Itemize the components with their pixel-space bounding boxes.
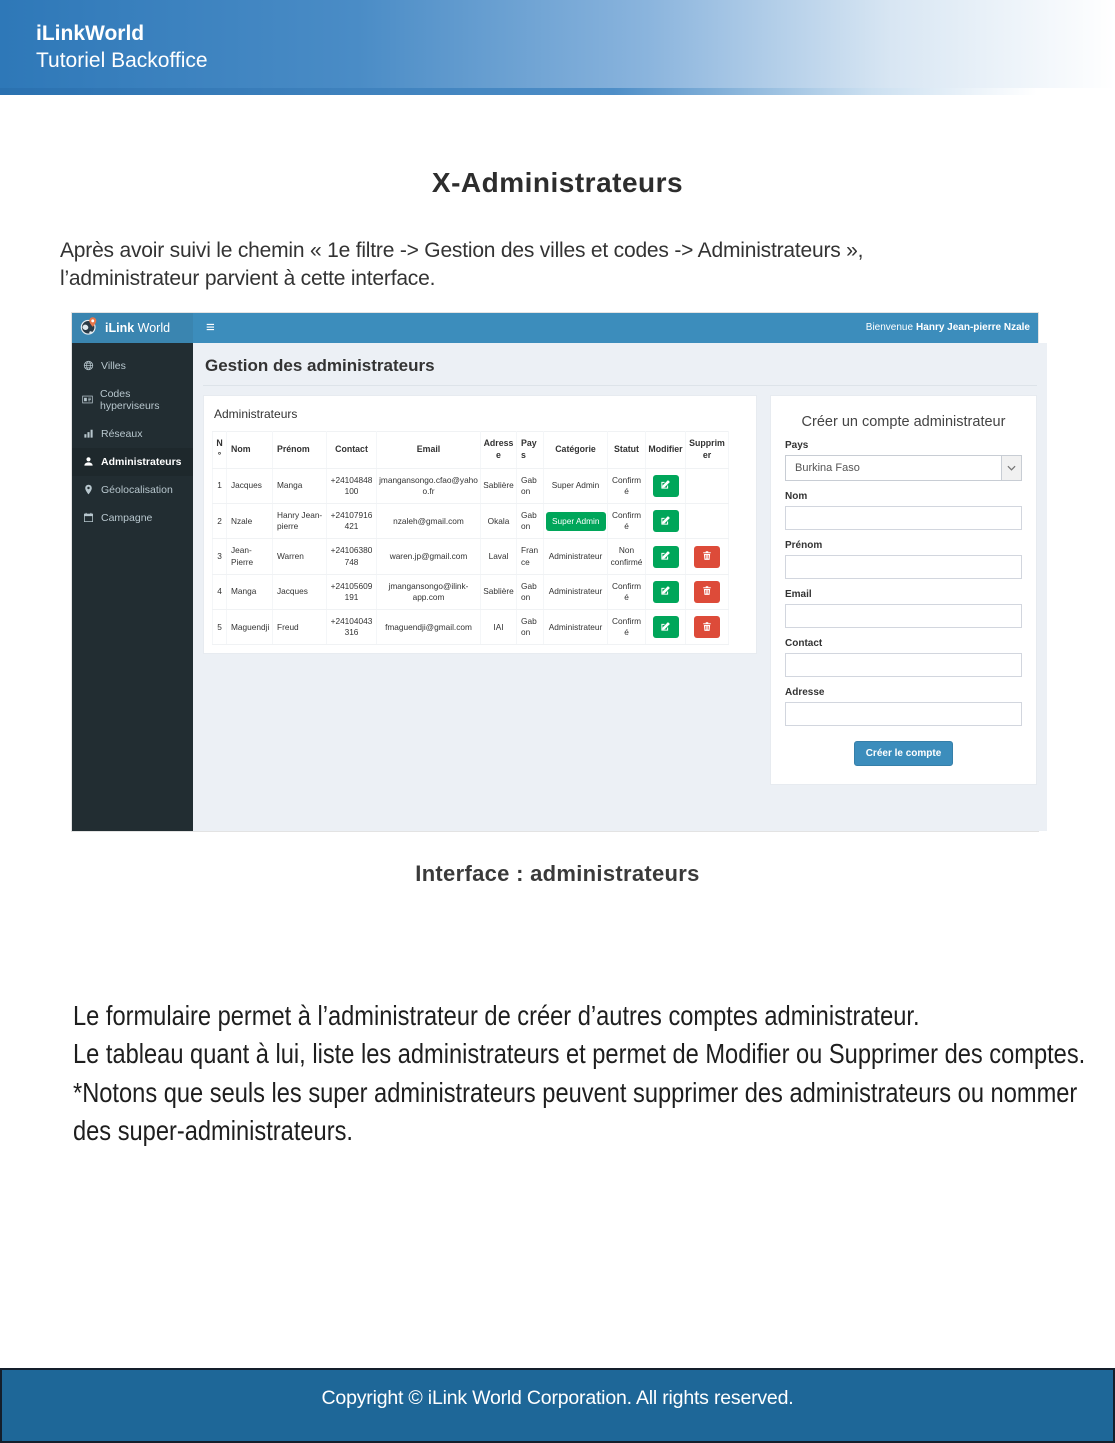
cell-nom: Manga: [227, 574, 273, 609]
cell-pays: France: [517, 539, 544, 574]
user-icon: [82, 456, 94, 467]
email-label: Email: [785, 588, 812, 600]
cell-adresse: Laval: [481, 539, 517, 574]
sidebar-item-villes[interactable]: [72, 352, 193, 380]
column-header: Contact: [327, 431, 377, 468]
delete-button[interactable]: [694, 616, 720, 638]
cell-prenom: Warren: [273, 539, 327, 574]
cell-num: 4: [213, 574, 227, 609]
cell-nom: Maguendji: [227, 610, 273, 645]
cell-statut: Confirmé: [608, 610, 646, 645]
intro-paragraph: [60, 237, 1115, 293]
form-title: Créer un compte administrateur: [801, 413, 1006, 430]
cell-statut: Confirmé: [608, 574, 646, 609]
cell-adresse: Sablière: [481, 574, 517, 609]
admins-table-panel: [203, 395, 757, 655]
chevron-down-icon: [1001, 456, 1021, 480]
selected-value: Burkina Faso: [795, 461, 860, 474]
email-field[interactable]: [785, 604, 1022, 628]
intro-line-2: l’administrateur parvient à cette interface.: [60, 266, 436, 290]
copyright-text: Copyright © iLink World Corporation. All rights reserved.: [321, 1387, 794, 1409]
body-paragraph: [73, 997, 1115, 1151]
cell-categorie: Administrateur: [544, 574, 608, 609]
sidebar-item-r-seaux[interactable]: [72, 420, 193, 448]
cell-supprimer: [686, 610, 729, 645]
pays-select[interactable]: [785, 455, 1022, 481]
table-row: [213, 610, 729, 645]
cell-supprimer: [686, 539, 729, 574]
nom-field[interactable]: [785, 506, 1022, 530]
sidebar-item-label: Réseaux: [101, 427, 143, 440]
cell-nom: Jean-Pierre: [227, 539, 273, 574]
trash-icon: [702, 549, 712, 564]
app-content: [193, 343, 1047, 831]
edit-button[interactable]: [653, 546, 679, 568]
cell-num: 5: [213, 610, 227, 645]
table-row: [213, 468, 729, 503]
doc-title: X-Administrateurs: [431, 167, 684, 198]
cell-email: nzaleh@gmail.com: [377, 503, 481, 538]
cell-pays: Gabon: [517, 468, 544, 503]
cell-prenom: Hanry Jean-pierre: [273, 503, 327, 538]
doc-header-banner: [0, 0, 1115, 88]
sidebar-item-label: Codes hyperviseurs: [100, 387, 160, 412]
cell-contact: +24104848100: [327, 468, 377, 503]
welcome-user-name: Hanry Jean-pierre Nzale: [916, 322, 1030, 334]
edit-icon: [660, 549, 671, 564]
sidebar-item-label: Administrateurs: [101, 455, 182, 468]
delete-button[interactable]: [694, 581, 720, 603]
column-header: Email: [377, 431, 481, 468]
brand-line-1: iLinkWorld: [36, 22, 145, 45]
cell-modifier: [646, 610, 686, 645]
cell-num: 2: [213, 503, 227, 538]
trash-icon: [702, 584, 712, 599]
app-sidebar: [72, 343, 193, 831]
edit-icon: [660, 620, 671, 635]
pays-label: Pays: [785, 439, 809, 451]
brand-line-2: Tutoriel Backoffice: [36, 49, 208, 72]
adresse-field[interactable]: [785, 702, 1022, 726]
body-line-3: *Notons que seuls les super administrateurs peuvent supprimer des administrateurs ou nommer: [73, 1076, 1078, 1108]
adresse-label: Adresse: [785, 686, 825, 698]
table-row: [213, 539, 729, 574]
column-header: Supprimer: [686, 431, 729, 468]
app-navbar: [72, 313, 1038, 343]
super-admin-badge-button[interactable]: Super Admin: [546, 512, 606, 531]
cell-categorie: Administrateur: [544, 539, 608, 574]
cell-nom: Nzale: [227, 503, 273, 538]
welcome-prefix: Bienvenue: [865, 322, 914, 334]
cell-statut: Non confirmé: [608, 539, 646, 574]
contact-field[interactable]: [785, 653, 1022, 677]
cell-nom: Jacques: [227, 468, 273, 503]
cell-supprimer: [686, 503, 729, 538]
edit-button[interactable]: [653, 475, 679, 497]
edit-button[interactable]: [653, 581, 679, 603]
cell-num: 1: [213, 468, 227, 503]
chart-icon: [82, 428, 94, 439]
column-header: Adresse: [481, 431, 517, 468]
cell-prenom: Freud: [273, 610, 327, 645]
sidebar-item-g-olocalisation[interactable]: [72, 476, 193, 504]
sidebar-item-codes-hyperviseurs[interactable]: [72, 380, 193, 420]
sidebar-item-label: Géolocalisation: [101, 483, 173, 496]
edit-icon: [660, 478, 671, 493]
sidebar-item-campagne[interactable]: [72, 504, 193, 532]
sidebar-item-label: Villes: [101, 359, 126, 372]
cell-modifier: [646, 539, 686, 574]
form-fields: [785, 440, 1022, 726]
cell-prenom: Jacques: [273, 574, 327, 609]
column-header: Pays: [517, 431, 544, 468]
cell-pays: Gabon: [517, 503, 544, 538]
column-header: Modifier: [646, 431, 686, 468]
sidebar-item-administrateurs[interactable]: [72, 448, 193, 476]
prenom-label: Prénom: [785, 539, 823, 551]
logo-text-bold: iLink: [105, 320, 135, 335]
cell-pays: Gabon: [517, 574, 544, 609]
cell-statut: Confirmé: [608, 503, 646, 538]
app-body: [72, 343, 1038, 831]
cell-statut: Confirmé: [608, 468, 646, 503]
cell-contact: +24105609191: [327, 574, 377, 609]
cell-contact: +24106380748: [327, 539, 377, 574]
create-admin-form: [770, 395, 1037, 785]
cell-pays: Gabon: [517, 610, 544, 645]
cell-modifier: [646, 503, 686, 538]
doc-footer: [0, 1368, 1115, 1443]
delete-button[interactable]: [694, 546, 720, 568]
cell-num: 3: [213, 539, 227, 574]
contact-label: Contact: [785, 637, 823, 649]
card-icon: [82, 394, 93, 405]
column-header: Prénom: [273, 431, 327, 468]
cell-email: fmaguendji@gmail.com: [377, 610, 481, 645]
prenom-field[interactable]: [785, 555, 1022, 579]
app-screenshot: [72, 313, 1038, 831]
admin-table: [212, 431, 729, 646]
column-header: Catégorie: [544, 431, 608, 468]
column-header: Nom: [227, 431, 273, 468]
calendar-icon: [82, 512, 94, 523]
cell-modifier: [646, 468, 686, 503]
table-row: [213, 574, 729, 609]
edit-button[interactable]: [653, 616, 679, 638]
cell-contact: +24107916421: [327, 503, 377, 538]
cell-categorie: Super Admin: [544, 468, 608, 503]
content-page-title: Gestion des administrateurs: [203, 351, 1037, 386]
cell-email: waren.jp@gmail.com: [377, 539, 481, 574]
cell-adresse: Sablière: [481, 468, 517, 503]
trash-icon: [702, 620, 712, 635]
column-header: Statut: [608, 431, 646, 468]
cell-categorie: Administrateur: [544, 610, 608, 645]
app-logo[interactable]: [72, 313, 193, 343]
table-row: [213, 503, 729, 538]
body-line-4: des super-administrateurs.: [73, 1115, 353, 1147]
marker-icon: [82, 484, 94, 495]
hamburger-icon[interactable]: ≡: [206, 319, 215, 337]
body-line-2: Le tableau quant à lui, liste les administrateurs et permet de Modifier ou Supprimer des comptes.: [73, 1038, 1086, 1070]
create-account-button[interactable]: Créer le compte: [854, 741, 954, 766]
cell-adresse: IAI: [481, 610, 517, 645]
nom-label: Nom: [785, 490, 808, 502]
cell-email: jmangansongo.cfao@yahoo.fr: [377, 468, 481, 503]
globe-icon: [82, 360, 94, 371]
sidebar-item-label: Campagne: [101, 511, 153, 524]
header-accent-strip: [0, 88, 1115, 95]
cell-modifier: [646, 574, 686, 609]
admins-panel-title: Administrateurs: [214, 406, 298, 421]
cell-adresse: Okala: [481, 503, 517, 538]
cell-contact: +24104043316: [327, 610, 377, 645]
welcome-text: [866, 313, 1038, 343]
edit-icon: [660, 584, 671, 599]
column-header: N°: [213, 431, 227, 468]
body-line-1: Le formulaire permet à l’administrateur de créer d’autres comptes administrateur.: [73, 999, 920, 1031]
globe-pin-logo-icon: [79, 316, 99, 339]
cell-categorie: [544, 503, 608, 538]
cell-prenom: Manga: [273, 468, 327, 503]
cell-supprimer: [686, 574, 729, 609]
cell-email: jmangansongo@ilink-app.com: [377, 574, 481, 609]
logo-text-light: World: [137, 320, 171, 335]
edit-button[interactable]: [653, 510, 679, 532]
cell-supprimer: [686, 468, 729, 503]
edit-icon: [660, 514, 671, 529]
screenshot-caption: Interface : administrateurs: [415, 860, 700, 886]
intro-line-1: Après avoir suivi le chemin « 1e filtre -> Gestion des villes et codes -> Administrateurs »,: [60, 239, 864, 262]
